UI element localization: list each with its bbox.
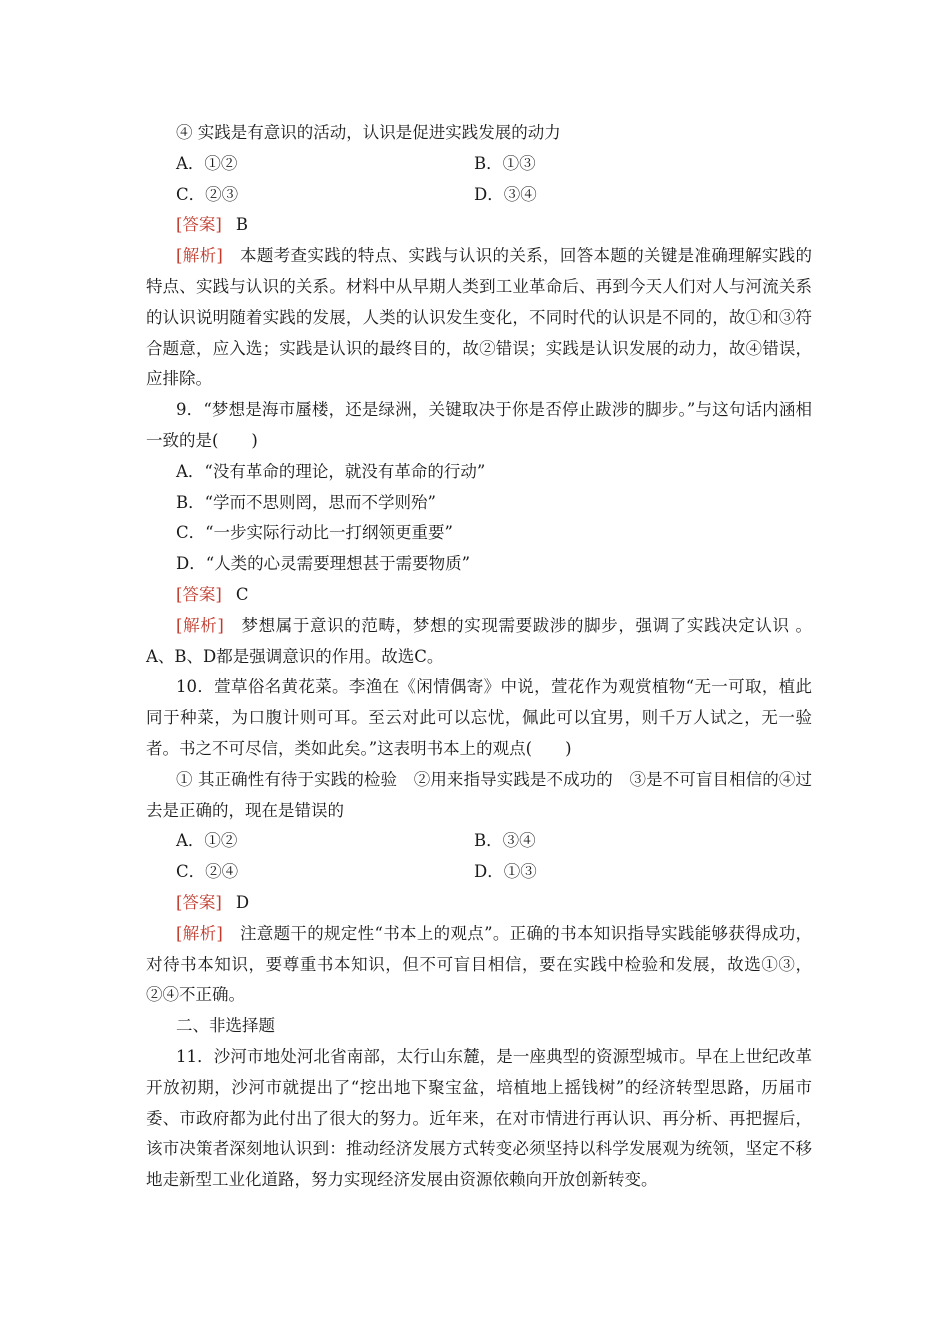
q8-answer [146, 210, 812, 241]
q10-analysis [146, 919, 812, 1011]
q9-stem: 9．“梦想是海市蜃楼，还是绿洲，关键取决于你是否停止跋涉的脚步。”与这句话内涵相一致的是( ) [146, 400, 812, 450]
analysis-tag: [解析] [176, 246, 223, 266]
q8-option-c: C．②③ [176, 184, 239, 204]
analysis-text: 本题考查实践的特点、实践与认识的关系，回答本题的关键是准确理解实践的特点、实践与认识的关系。材料中从早期人类到工业革命后、再到今天人们对人与河流关系的认识说明随着实践的发展，人类的认识发生变化，不同时代的认识是不同的，故①和③符合题意，应入选；实践是认识的最终目的，故②错误；实践是认识发展的动力，故④错误，应排除。 [146, 246, 813, 389]
q8-options-row-2 [146, 180, 812, 211]
q9-option-a: A．“没有革命的理论，就没有革命的行动” [176, 461, 486, 481]
answer-tag: [答案] [176, 215, 222, 235]
q10-answer [146, 888, 812, 919]
answer-value: D [235, 892, 250, 912]
q8-option-b: B．①③ [474, 153, 536, 173]
analysis-tag: [解析] [176, 923, 223, 943]
q10-option-c: C．②④ [176, 862, 239, 882]
q9-answer [146, 580, 812, 611]
answer-value: C [235, 584, 249, 604]
q9-analysis [146, 611, 812, 673]
q10-items: ① 其正确性有待于实践的检验 ②用来指导实践是不成功的 ③是不可盲目相信的④过去是正确的，现在是错误的 [146, 769, 812, 820]
q11-stem: 11．沙河市地处河北省南部，太行山东麓，是一座典型的资源型城市。早在上世纪改革开放初期，沙河市就提出了“挖出地下聚宝盆，培植地上摇钱树”的经济转型思路，历届市委、市政府都为此付出了很大的努力。近年来，在对市情进行再认识、再分析、再把握后，该市决策者深刻地认识到：推动经济发展方式转变必须坚持以科学发展观为统领，坚定不移地走新型工业化道路，努力实现经济发展由资源依赖向开放创新转变。 [146, 1046, 812, 1190]
q8-option-a: A．①② [176, 153, 238, 173]
answer-tag: [答案] [176, 584, 222, 604]
answer-value: B [235, 215, 249, 235]
q10-options-row-1 [146, 826, 812, 857]
q10-option-a: A．①② [176, 831, 238, 851]
q8-options-row-1 [146, 149, 812, 180]
q8-analysis [146, 241, 812, 395]
q10-stem: 10．萱草俗名黄花菜。李渔在《闲情偶寄》中说，萱花作为观赏植物“无一可取，植此同于种菜，为口腹计则可耳。至云对此可以忘忧，佩此可以宜男，则千万人试之，无一验者。书之不可尽信，类如此矣。”这表明书本上的观点( ) [146, 677, 812, 758]
q10-option-d: D．①③ [474, 862, 537, 882]
analysis-text: 注意题干的规定性“书本上的观点”。正确的书本知识指导实践能够获得成功，对待书本知识，要尊重书本知识，但不可盲目相信，要在实践中检验和发展，故选①③，②④不正确。 [146, 923, 813, 1005]
q9-option-b: B．“学而不思则罔，思而不学则殆” [176, 492, 436, 512]
q9-option-c: C．“一步实际行动比一打纲领更重要” [176, 523, 453, 543]
q8-option-d: D．③④ [474, 184, 537, 204]
section-heading: 二、非选择题 [176, 1016, 275, 1036]
q9-option-d: D．“人类的心灵需要理想甚于需要物质” [176, 554, 471, 574]
analysis-tag: [解析] [176, 615, 224, 635]
page-content [146, 118, 812, 1196]
q10-options-row-2 [146, 857, 812, 888]
q10-option-b: B．③④ [474, 831, 536, 851]
answer-tag: [答案] [176, 892, 222, 912]
analysis-text: 梦想属于意识的范畴，梦想的实现需要跋涉的脚步，强调了实践决定认识 。A、B、D都是强调意识的作用。故选C。 [146, 615, 813, 666]
q8-item-4: ④ 实践是有意识的活动，认识是促进实践发展的动力 [176, 123, 561, 142]
